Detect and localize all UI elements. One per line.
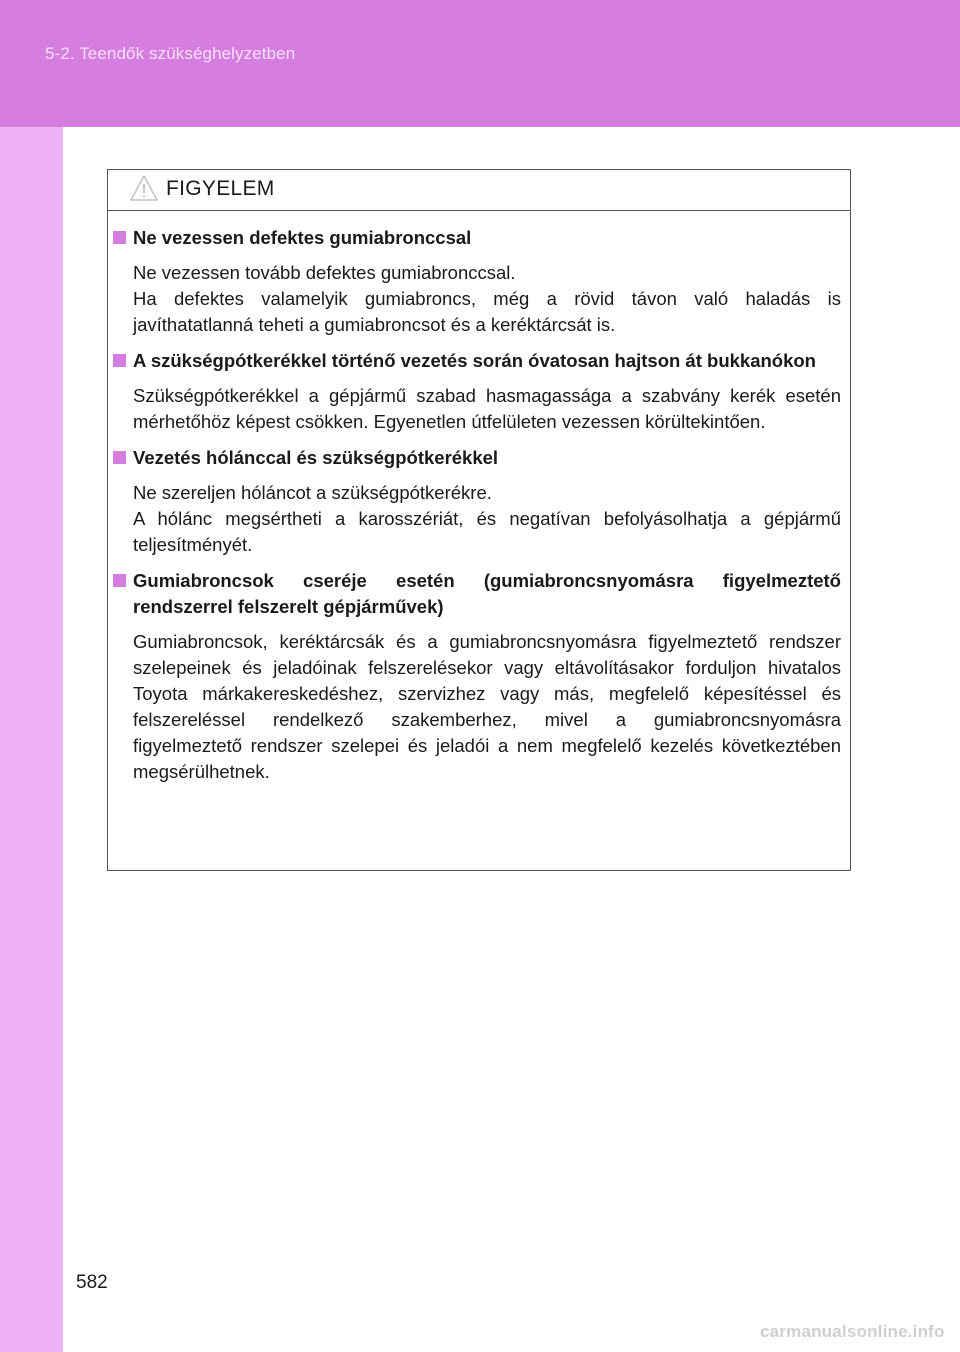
warning-item [113, 568, 841, 785]
section-title: 5-2. Teendők szükséghelyzetben [45, 44, 296, 63]
warning-header [108, 170, 850, 211]
item-heading-text: Gumiabroncsok cseréje esetén (gumiabroncsnyomásra figyelmeztető rendszerrel felszerelt gépjárművek) [133, 570, 841, 617]
square-bullet-icon [113, 354, 126, 367]
item-body [133, 480, 841, 558]
warning-item [113, 225, 841, 338]
warning-triangle-icon [129, 174, 159, 202]
warning-body [108, 211, 850, 785]
square-bullet-icon [113, 231, 126, 244]
item-paragraph: Gumiabroncsok, keréktárcsák és a gumiabroncsnyomásra figyelmeztető rendszer szelepeinek és jeladóinak felszerelésekor vagy eltávolításakor forduljon hivatalos Toyota márkakereskedéshez, szervizhez vagy más, megfelelő képesítéssel és felszereléssel rendelkező szakemberhez, mivel a gumiabroncsnyomásra figyelmeztető rendszer szelepei és jeladói a nem megfelelő kezelés következtében megsérülhetnek. [133, 631, 841, 782]
square-bullet-icon [113, 451, 126, 464]
item-heading [113, 225, 841, 251]
warning-title: FIGYELEM [166, 177, 275, 200]
item-paragraph: Ne szereljen hóláncot a szükségpótkerékre. [133, 482, 492, 503]
item-paragraph: Szükségpótkerékkel a gépjármű szabad hasmagassága a szabvány kerék esetén mérhetőhöz képest csökken. Egyenetlen útfelületen vezessen körültekintően. [133, 385, 841, 432]
page-number: 582 [76, 1272, 108, 1293]
watermark: carmanualsonline.info [760, 1322, 945, 1341]
item-heading [113, 568, 841, 620]
warning-item [113, 348, 841, 435]
item-heading [113, 348, 841, 374]
square-bullet-icon [113, 574, 126, 587]
item-body [133, 629, 841, 785]
item-paragraph: Ha defektes valamelyik gumiabroncs, még a rövid távon való haladás is javíthatatlanná teheti a gumiabroncsot és a keréktárcsát is. [133, 288, 841, 335]
item-body [133, 383, 841, 435]
warning-item [113, 445, 841, 558]
item-heading-text: Ne vezessen defektes gumiabronccsal [133, 227, 472, 248]
warning-box [107, 169, 851, 871]
item-heading-text: Vezetés hólánccal és szükségpótkerékkel [133, 447, 499, 468]
item-heading [113, 445, 841, 471]
item-heading-text: A szükségpótkerékkel történő vezetés során óvatosan hajtson át bukkanókon [133, 350, 816, 371]
item-body [133, 260, 841, 338]
item-paragraph: A hólánc megsértheti a karosszériát, és negatívan befolyásolhatja a gépjármű teljesítményét. [133, 508, 841, 555]
item-paragraph: Ne vezessen tovább defektes gumiabronccsal. [133, 262, 516, 283]
side-band [0, 127, 63, 1352]
